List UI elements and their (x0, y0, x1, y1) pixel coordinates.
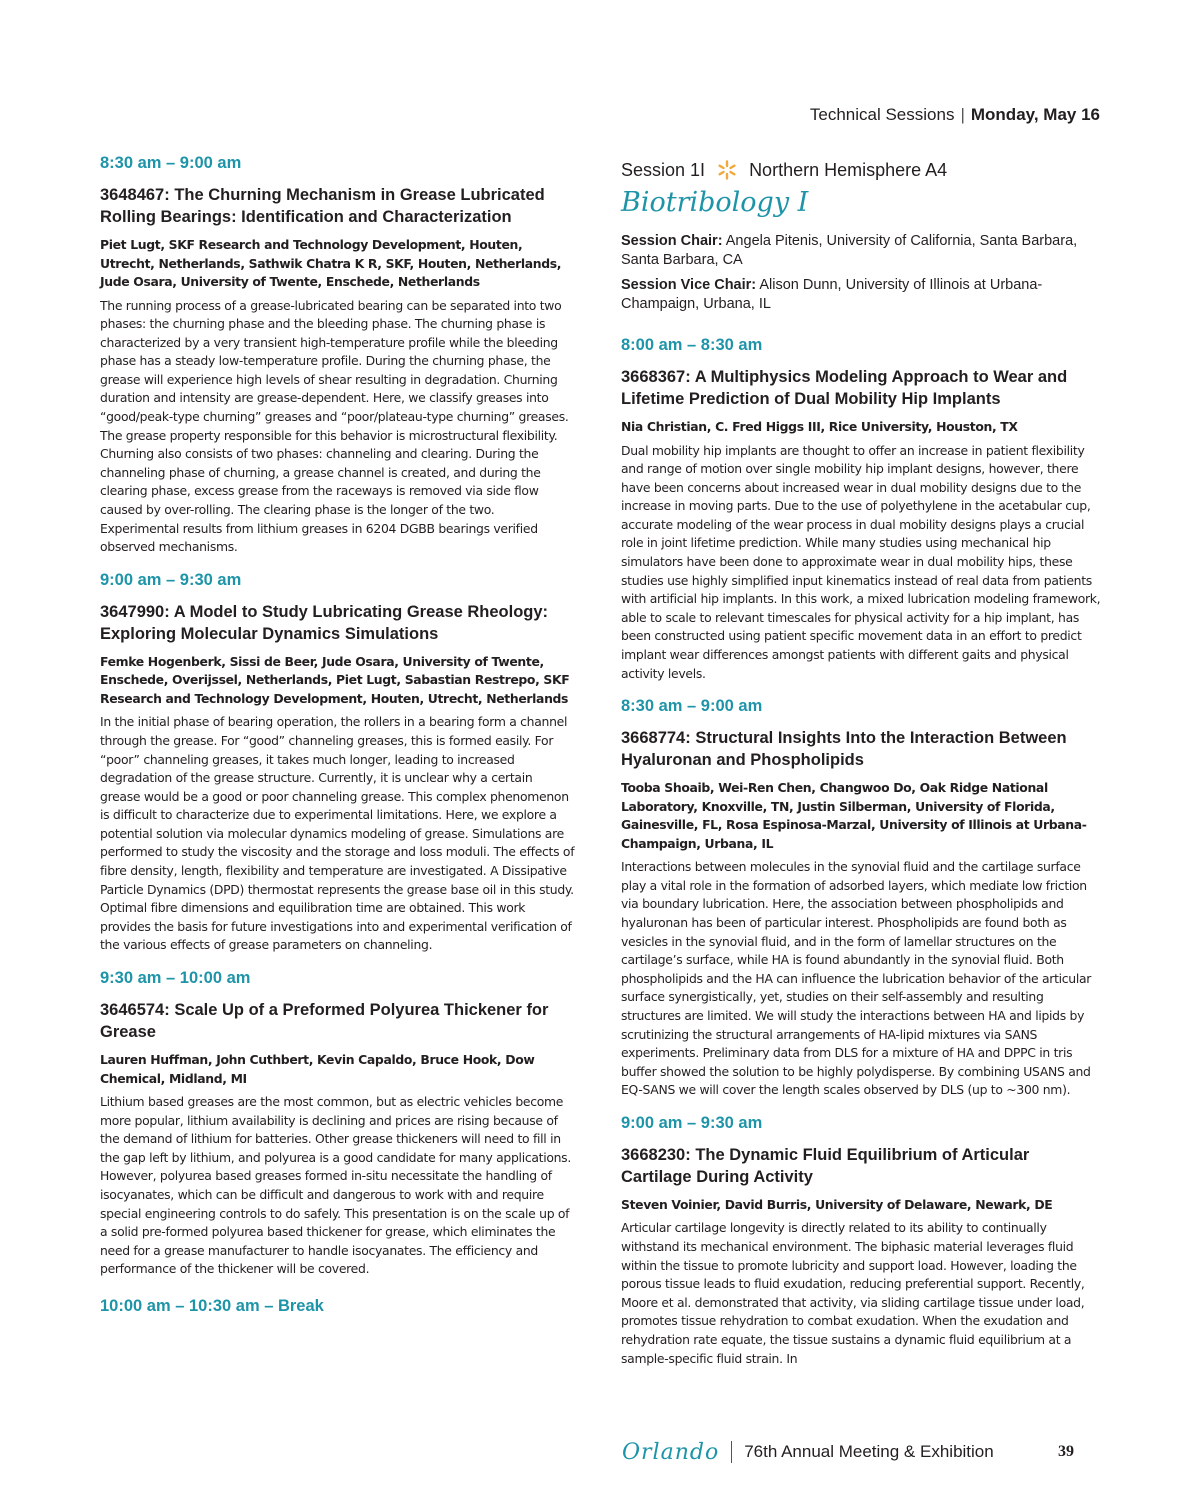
talk-abstract: Lithium based greases are the most common, but as electric vehicles become more popular, lithium availability is declining and prices are rising because of the demand of lithium for batteries. Other grease thickeners will need to fill in the gap left by lithium, and polyurea is a good candidate for many applications. However, polyurea based greases formed in-situ necessitate the handling of isocyanates, which can be difficult and dangerous to work with and require special engineering controls to do safely. This presentation is on the scale up of a solid pre-formed polyurea based thickener for grease, which eliminates the need for a grease manufacturer to handle isocyanates. The efficiency and performance of the thickener will be covered. (100, 1094, 571, 1277)
talk-time: 9:00 am – 9:30 am (100, 570, 242, 589)
footer-city-logo: Orlando (622, 1439, 720, 1465)
session-number: Session 1I (621, 160, 706, 180)
talk-abstract: Dual mobility hip implants are thought to offer an increase in patient flexibility and range of motion over single mobility hip implant designs, however, there have been concerns about increased wear in dual mobility designs due to the increase in moving parts. Due to the use of polyethylene in the acetabular cup, accurate modeling of the wear process in dual mobility designs plays a crucial role in joint lifetime prediction. While many studies using mechanical hip simulators have been done to approximate wear in dual mobility hips, these studies use highly simplified input kinematics instead of real data from patients with artificial hip implants. In this work, a mixed lubrication modeling framework, able to scale to relevant timescales for physical activity for a hip implant, has been constructed using patient specific movement data in an effort to predict implant wear differences amongst patients with different gaits and physical activity levels. (621, 442, 1101, 681)
session-header (621, 158, 1101, 182)
talk (621, 695, 1101, 1100)
talk-abstract: In the initial phase of bearing operation, the rollers in a bearing form a channel through the grease. For “good” channeling greases, this is formed easily. For “poor” channeling greases, it takes much longer, leading to increased degradation of the grease structure. Currently, it is unclear why a certain grease would be a good or poor channeling grease. This complex phenomenon is difficult to characterize due to experimental limitations. Here, we explore a potential solution via molecular dynamics modeling of grease. Simulations are performed to study the viscosity and the storage and loss moduli. The effects of fibre density, length, flexibility and temperature are investigated. A Dissipative Particle Dynamics (DPD) thermostat represents the grease base oil in this study. Optimal fibre dimensions and equilibration time are obtained. This work provides the basis for future investigations into and experimental verification of the various effects of grease parameters on channeling. (100, 714, 575, 953)
session-vice-chair (621, 276, 1101, 314)
talk-authors: Nia Christian, C. Fred Higgs III, Rice University, Houston, TX (621, 419, 1018, 434)
header-separator: | (960, 105, 965, 124)
talk-time: 8:30 am – 9:00 am (621, 697, 763, 716)
talk-abstract: Interactions between molecules in the synovial fluid and the cartilage surface play a vital role in the formation of adsorbed layers, which mediate low friction via boundary lubrication. Here, the association between phospholipids and hyaluronan has been of particular interest. Phospholipids are found both as vesicles in the synovial fluid, and in the form of lamellar structures on the cartilage’s surface, while HA is found abundantly in the synovial fluid. Both phospholipids and the HA can influence the lubrication behavior of the articular surface synergistically, yet, studies on their self-assembly and resulting structures are limited. We will study the interactions between HA and lipids by scrutinizing the structural arrangements of HA-lipid mixtures via SANS experiments. Preliminary data from DLS for a mixture of HA and DPPC in tris buffer showed the solution to be highly polydisperse. By combining USANS and EQ-SANS we will cover the length scales observed by DLS (up to ~300 nm). (621, 859, 1092, 1098)
talk-title: 3648467: The Churning Mechanism in Grease Lubricated Rolling Bearings: Identification and Characterization (100, 186, 545, 226)
break-label: 10:00 am – 10:30 am – Break (100, 1296, 324, 1315)
talk (100, 967, 576, 1279)
footer-divider (731, 1441, 732, 1463)
talk-time: 8:00 am – 8:30 am (621, 336, 763, 354)
session-room: Northern Hemisphere A4 (749, 160, 948, 180)
right-column (621, 152, 1101, 1380)
talk-time: 9:00 am – 9:30 am (621, 1113, 763, 1132)
left-column (100, 152, 576, 1327)
session-chair (621, 232, 1101, 270)
talk-title: 3668230: The Dynamic Fluid Equilibrium of Articular Cartilage During Activity (621, 1145, 1030, 1186)
talk-authors: Lauren Huffman, John Cuthbert, Kevin Capaldo, Bruce Hook, Dow Chemical, Midland, MI (100, 1052, 535, 1086)
talk (100, 569, 576, 955)
talk-title: 3668774: Structural Insights Into the Interaction Between Hyaluronan and Phospholipids (621, 729, 1067, 770)
page-number: 39 (1058, 1443, 1074, 1460)
snowflake-icon (717, 160, 737, 180)
talk-abstract: The running process of a grease-lubricated bearing can be separated into two phases: the churning phase and the bleeding phase. The churning phase is characterized by a very transient high-temperature profile while the bleeding phase has a steady low-temperature profile. During the churning phase, the grease will experience high levels of shear resulting in degradation. Churning duration and intensity are grease-dependent. Here, we classify greases into “good/peak-type churning” greases and “poor/plateau-type churning” greases. The grease property responsible for this behavior is microstructural flexibility. Churning also consists of two phases: channeling and clearing. During the channeling phase of churning, a grease channel is created, and during the clearing phase, excess grease from the raceways is removed via side flow caused by over-rolling. The clearing phase is the longer of the two. Experimental results from lithium greases in 6204 DGBB bearings verified observed mechanisms. (100, 297, 569, 555)
talk-authors: Steven Voinier, David Burris, University of Delaware, Newark, DE (621, 1196, 1053, 1212)
session-name: Biotribology I (621, 187, 809, 218)
header-section: Technical Sessions (809, 105, 955, 124)
page-header (810, 105, 1100, 125)
talk (100, 152, 576, 557)
talk-title: 3647990: A Model to Study Lubricating Grease Rheology: Exploring Molecular Dynamics Simulations (100, 602, 549, 643)
talk-time: 8:30 am – 9:00 am (100, 154, 242, 172)
header-date: Monday, May 16 (970, 105, 1100, 124)
chair-name: Angela Pitenis, University of California, Santa Barbara, Santa Barbara, CA (621, 233, 1078, 268)
talk-authors: Piet Lugt, SKF Research and Technology Development, Houten, Utrecht, Netherlands, Sathwik Chatra K R, SKF, Houten, Netherlands, Jude Osara, University of Twente, Enschede, Netherlands (100, 237, 562, 289)
talk (621, 1112, 1101, 1368)
vice-chair-name: Alison Dunn, University of Illinois at Urbana-Champaign, Urbana, IL (621, 277, 1043, 312)
vice-chair-label: Session Vice Chair: (621, 277, 757, 293)
talk-authors: Femke Hogenberk, Sissi de Beer, Jude Osara, University of Twente, Enschede, Overijssel, Netherlands, Piet Lugt, Sabastian Restrepo, SKF Research and Technology Development, Houten, Utrecht, Netherlands (100, 653, 570, 706)
talk-abstract: Articular cartilage longevity is directly related to its ability to continually withstand its mechanical environment. The biphasic material leverages fluid within the tissue to promote lubricity and support load. However, loading the porous tissue leads to fluid exudation, reducing preferential support. Recently, Moore et al. demonstrated that activity, via sliding cartilage tissue under load, promotes tissue rehydration to combat exudation. When the exudation and rehydration rate equate, the tissue sustains a dynamic fluid equilibrium at a sample-specific fluid strain. In (621, 1220, 1085, 1366)
chair-label: Session Chair: (621, 233, 723, 249)
talk-title: 3668367: A Multiphysics Modeling Approach to Wear and Lifetime Prediction of Dual Mobility Hip Implants (621, 368, 1068, 408)
talk-authors: Tooba Shoaib, Wei-Ren Chen, Changwoo Do, Oak Ridge National Laboratory, Knoxville, TN, Justin Silberman, University of Florida, Gainesville, FL, Rosa Espinosa-Marzal, University of Illinois at Urbana-Champaign, Urbana, IL (621, 780, 1087, 851)
talk-time: 9:30 am – 10:00 am (100, 969, 251, 988)
talk-title: 3646574: Scale Up of a Preformed Polyurea Thickener for Grease (100, 1001, 549, 1042)
page-footer (622, 1436, 994, 1468)
footer-meeting-title: 76th Annual Meeting & Exhibition (744, 1442, 994, 1461)
talk (621, 334, 1101, 683)
